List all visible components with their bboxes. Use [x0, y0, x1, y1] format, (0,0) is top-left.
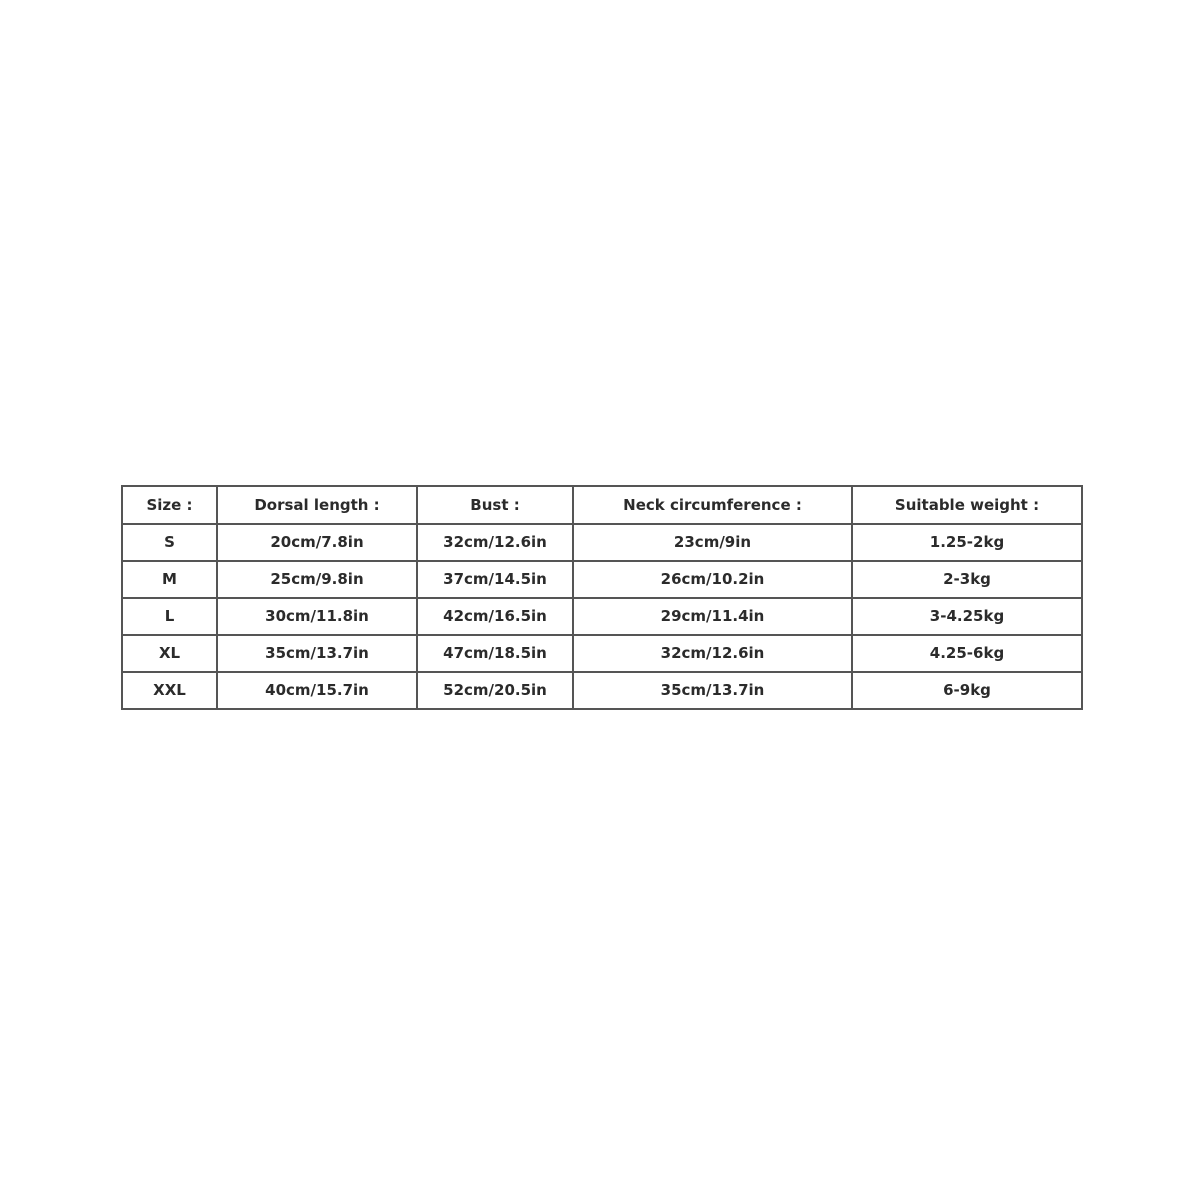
table-header-row	[122, 486, 1082, 524]
table-row	[122, 561, 1082, 598]
table-row	[122, 635, 1082, 672]
cell-neck-circumference: 26cm/10.2in	[573, 561, 852, 598]
cell-suitable-weight: 6-9kg	[852, 672, 1082, 709]
cell-size: L	[122, 598, 217, 635]
cell-suitable-weight: 4.25-6kg	[852, 635, 1082, 672]
cell-size: XXL	[122, 672, 217, 709]
cell-suitable-weight: 3-4.25kg	[852, 598, 1082, 635]
cell-bust: 42cm/16.5in	[417, 598, 573, 635]
cell-suitable-weight: 2-3kg	[852, 561, 1082, 598]
cell-size: S	[122, 524, 217, 561]
cell-dorsal-length: 35cm/13.7in	[217, 635, 417, 672]
header-dorsal-length: Dorsal length :	[217, 486, 417, 524]
cell-dorsal-length: 25cm/9.8in	[217, 561, 417, 598]
cell-neck-circumference: 23cm/9in	[573, 524, 852, 561]
cell-dorsal-length: 30cm/11.8in	[217, 598, 417, 635]
cell-size: M	[122, 561, 217, 598]
table-row	[122, 524, 1082, 561]
header-bust: Bust :	[417, 486, 573, 524]
header-neck-circumference: Neck circumference :	[573, 486, 852, 524]
cell-neck-circumference: 35cm/13.7in	[573, 672, 852, 709]
header-size: Size :	[122, 486, 217, 524]
cell-dorsal-length: 20cm/7.8in	[217, 524, 417, 561]
cell-bust: 32cm/12.6in	[417, 524, 573, 561]
cell-neck-circumference: 32cm/12.6in	[573, 635, 852, 672]
size-chart-table	[121, 485, 1083, 710]
cell-suitable-weight: 1.25-2kg	[852, 524, 1082, 561]
header-suitable-weight: Suitable weight :	[852, 486, 1082, 524]
cell-dorsal-length: 40cm/15.7in	[217, 672, 417, 709]
table-row	[122, 672, 1082, 709]
cell-neck-circumference: 29cm/11.4in	[573, 598, 852, 635]
cell-bust: 52cm/20.5in	[417, 672, 573, 709]
cell-size: XL	[122, 635, 217, 672]
cell-bust: 37cm/14.5in	[417, 561, 573, 598]
table-row	[122, 598, 1082, 635]
cell-bust: 47cm/18.5in	[417, 635, 573, 672]
